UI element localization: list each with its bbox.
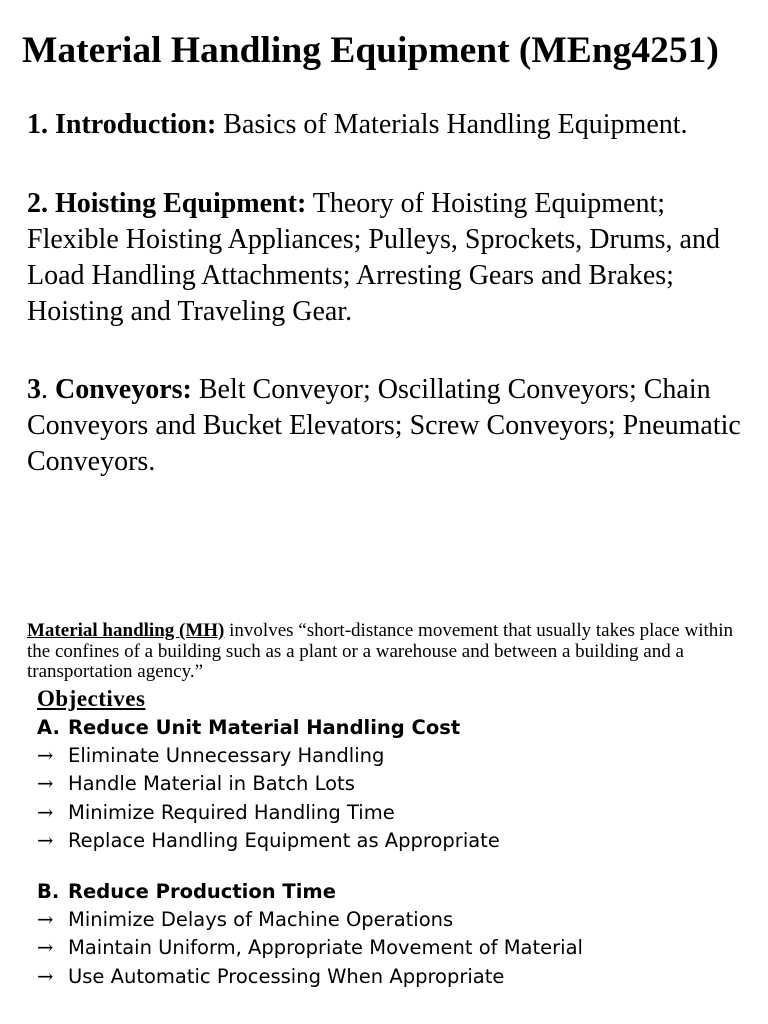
arrow-right-icon: → [37, 772, 54, 796]
list-item [37, 742, 737, 770]
arrow-right-icon: → [37, 800, 54, 824]
objective-group-letter: A. [37, 716, 60, 739]
arrow-right-icon: → [37, 964, 54, 988]
arrow-right-icon: → [37, 936, 54, 960]
list-item-text: Use Automatic Processing When Appropriate [68, 964, 505, 988]
definition-text: involves “short-distance movement that usually takes place within the confines of a building such as a plant or a warehouse and between a building and a transportation agency.” [27, 620, 734, 682]
arrow-right-icon: → [37, 828, 54, 852]
definition-term: Material handling (MH) [27, 620, 225, 641]
list-item [37, 770, 737, 798]
list-item-text: Minimize Delays of Machine Operations [68, 908, 454, 932]
topic-introduction [27, 107, 757, 143]
topic-conveyors [27, 372, 757, 480]
objective-group-heading [37, 878, 737, 906]
list-item-text: Maintain Uniform, Appropriate Movement of Material [68, 936, 583, 960]
topic-number: 3 [27, 374, 41, 405]
topic-text: Belt Conveyor; Oscillating Conveyors; Chain Conveyors and Bucket Elevators; Screw Conveyors; Pneumatic Conveyors. [27, 374, 741, 477]
arrow-right-icon: → [37, 908, 54, 932]
objective-group-title: Reduce Unit Material Handling Cost [68, 716, 461, 739]
topic-hoisting-equipment [27, 186, 757, 330]
objective-group-title: Reduce Production Time [68, 880, 336, 903]
objective-group-heading [37, 714, 737, 742]
list-item-text: Minimize Required Handling Time [68, 800, 395, 824]
list-item-text: Handle Material in Batch Lots [68, 772, 355, 796]
list-item-text: Replace Handling Equipment as Appropriate [68, 828, 500, 852]
objective-group-a [37, 714, 737, 855]
list-item-text: Eliminate Unnecessary Handling [68, 744, 385, 768]
list-item [37, 906, 737, 934]
page-title: Material Handling Equipment (MEng4251) [22, 30, 719, 71]
arrow-right-icon: → [37, 744, 54, 768]
topic-number-separator: . [41, 374, 55, 405]
list-item [37, 934, 737, 962]
topic-heading: Hoisting Equipment: [55, 188, 307, 219]
list-item [37, 799, 737, 827]
list-item [37, 963, 737, 991]
objective-group-b [37, 878, 737, 991]
topic-text: Theory of Hoisting Equipment; Flexible Hoisting Appliances; Pulleys, Sprockets, Drums, and Load Handling Attachments; Arresting Gears and Brakes; Hoisting and Traveling Gear. [27, 188, 720, 327]
objectives-heading: Objectives [37, 686, 146, 711]
topic-number: 2. [27, 188, 48, 219]
material-handling-definition [27, 621, 739, 683]
topic-heading: Conveyors: [55, 374, 192, 405]
topic-heading: Introduction: [55, 109, 217, 140]
topic-text: Basics of Materials Handling Equipment. [216, 109, 688, 140]
objective-group-letter: B. [37, 880, 60, 903]
list-item [37, 827, 737, 855]
topic-number: 1. [27, 109, 48, 140]
